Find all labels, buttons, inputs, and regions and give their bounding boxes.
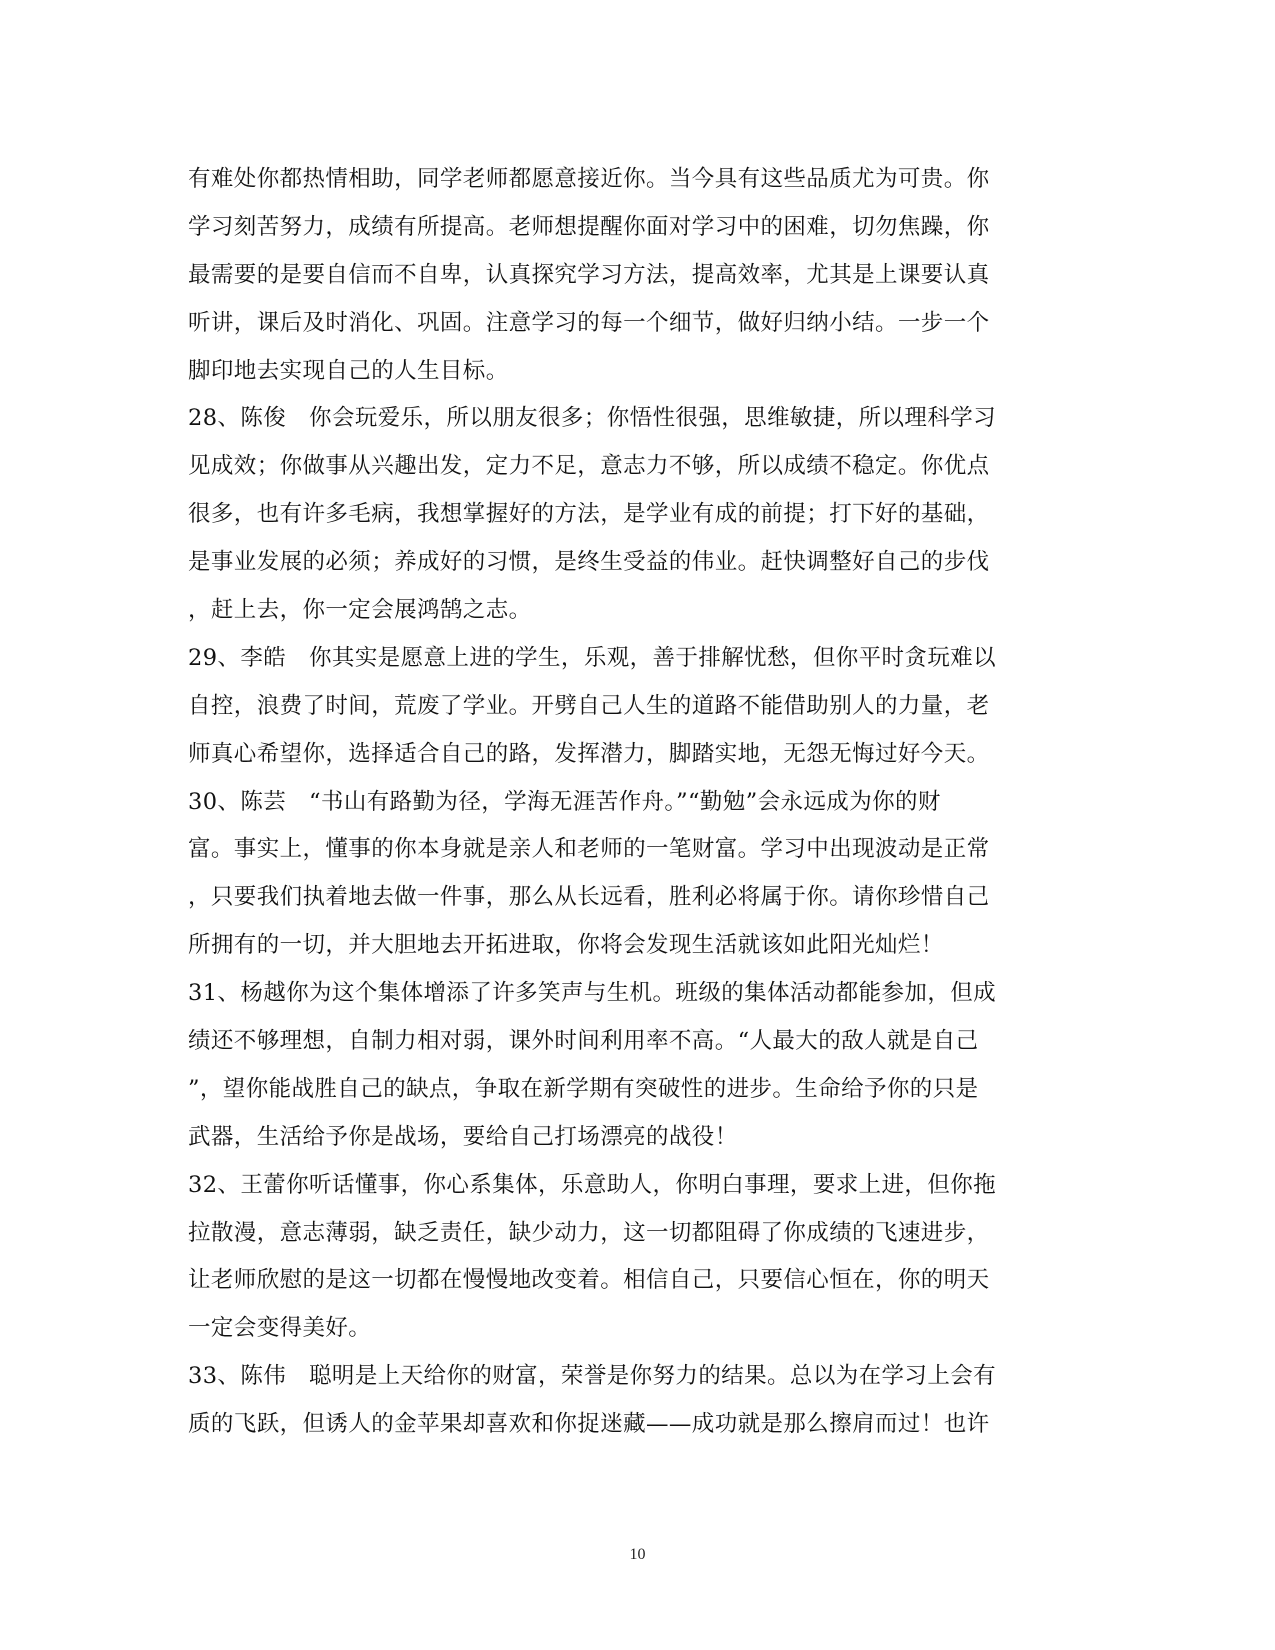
text-line: 见成效；你做事从兴趣出发，定力不足，意志力不够，所以成绩不稳定。你优点: [188, 453, 990, 480]
text-line: ，赶上去，你一定会展鸿鹄之志。: [188, 597, 532, 624]
text-line: 28、陈俊 你会玩爱乐，所以朋友很多；你悟性很强，思维敏捷，所以理科学习: [188, 405, 997, 432]
text-line: 31、杨越你为这个集体增添了许多笑声与生机。班级的集体活动都能参加，但成: [188, 980, 997, 1007]
text-line: 所拥有的一切，并大胆地去开拓进取，你将会发现生活就该如此阳光灿烂！: [188, 932, 944, 959]
text-line: 最需要的是要自信而不自卑，认真探究学习方法，提高效率，尤其是上课要认真: [188, 261, 990, 288]
text-line: 很多，也有许多毛病，我想掌握好的方法，是学业有成的前提；打下好的基础，: [188, 501, 990, 528]
text-line: 绩还不够理想，自制力相对弱，课外时间利用率不高。“人最大的敌人就是自己: [188, 1028, 979, 1055]
text-line: 33、陈伟 聪明是上天给你的财富，荣誉是你努力的结果。总以为在学习上会有: [188, 1363, 997, 1390]
text-line: 听讲，课后及时消化、巩固。注意学习的每一个细节，做好归纳小结。一步一个: [188, 309, 990, 336]
text-line: ”，望你能战胜自己的缺点，争取在新学期有突破性的进步。生命给予你的只是: [188, 1075, 979, 1102]
body-text: [188, 156, 1068, 1449]
page-number: 10: [629, 1546, 646, 1563]
text-line: 富。事实上，懂事的你本身就是亲人和老师的一笔财富。学习中出现波动是正常: [188, 836, 990, 863]
text-line: 让老师欣慰的是这一切都在慢慢地改变着。相信自己，只要信心恒在，你的明天: [188, 1267, 990, 1294]
text-line: 29、李皓 你其实是愿意上进的学生，乐观，善于排解忧愁，但你平时贪玩难以: [188, 644, 997, 671]
text-line: 学习刻苦努力，成绩有所提高。老师想提醒你面对学习中的困难，切勿焦躁，你: [188, 213, 990, 240]
text-line: 有难处你都热情相助，同学老师都愿意接近你。当今具有这些品质尤为可贵。你: [188, 166, 990, 192]
text-line: 自控，浪费了时间，荒废了学业。开劈自己人生的道路不能借助别人的力量，老: [188, 692, 990, 719]
text-line: ，只要我们执着地去做一件事，那么从长远看，胜利必将属于你。请你珍惜自己: [188, 884, 990, 911]
text-line: 质的飞跃，但诱人的金苹果却喜欢和你捉迷藏——成功就是那么擦肩而过！也许: [188, 1411, 990, 1438]
text-line: 是事业发展的必须；养成好的习惯，是终生受益的伟业。赶快调整好自己的步伐: [188, 549, 990, 576]
text-line: 武器，生活给予你是战场，要给自己打场漂亮的战役！: [188, 1123, 738, 1150]
text-line: 拉散漫，意志薄弱，缺乏责任，缺少动力，这一切都阻碍了你成绩的飞速进步，: [188, 1219, 990, 1246]
text-line: 师真心希望你，选择适合自己的路，发挥潜力，脚踏实地，无怨无悔过好今天。: [188, 740, 990, 767]
text-line: 30、陈芸 “书山有路勤为径，学海无涯苦作舟。”“勤勉”会永远成为你的财: [188, 788, 941, 815]
text-line: 32、王蕾你听话懂事，你心系集体，乐意助人，你明白事理，要求上进，但你拖: [188, 1171, 997, 1198]
text-line: 一定会变得美好。: [188, 1315, 372, 1342]
text-line: 脚印地去实现自己的人生目标。: [188, 357, 509, 384]
